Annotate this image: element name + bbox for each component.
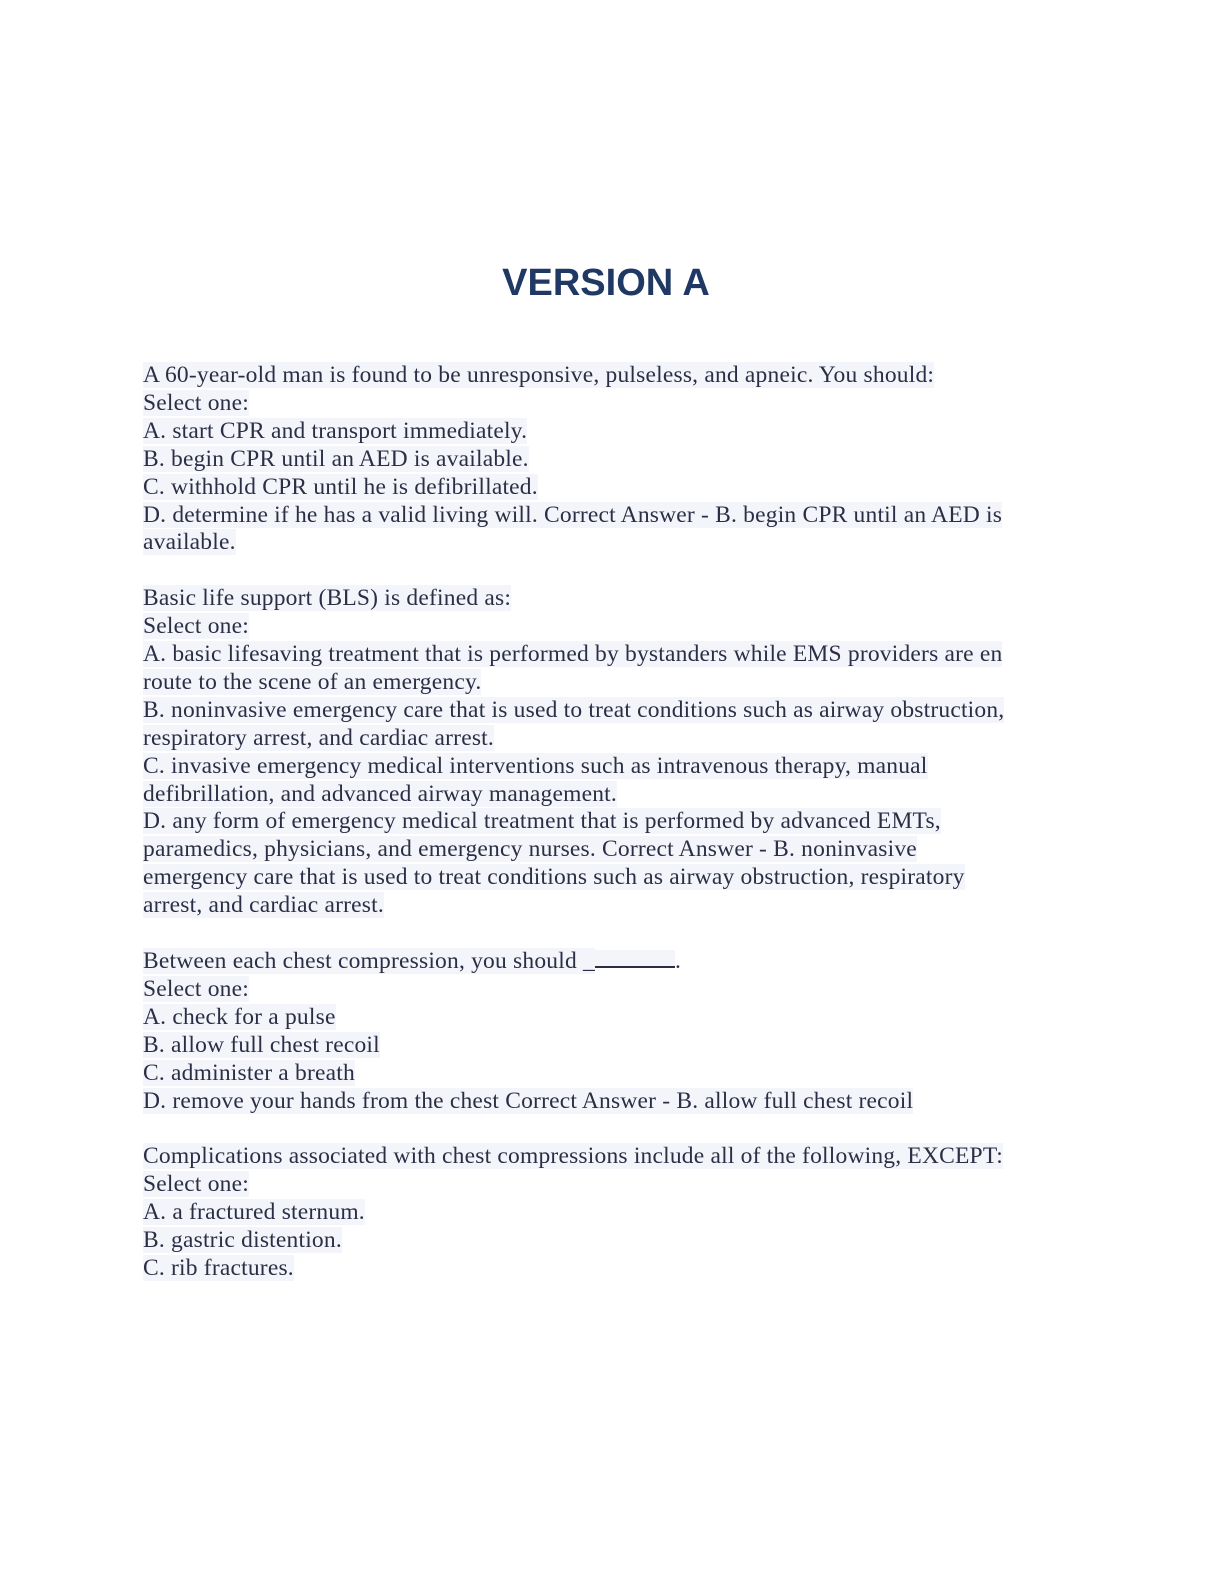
line-text: arrest, and cardiac arrest. [143,892,384,919]
line-text: Complications associated with chest compressions include all of the following, EXCEPT: [143,1143,1003,1170]
line-text: B. begin CPR until an AED is available. [143,445,529,472]
line-text: C. rib fractures. [143,1254,294,1281]
answer-line [143,1004,1063,1032]
line-text: B. noninvasive emergency care that is used to treat conditions such as airway obstruction, [143,696,1005,723]
answer-line [143,529,1063,557]
line-text: A 60-year-old man is found to be unresponsive, pulseless, and apneic. You should: [143,362,935,388]
answer-line [143,781,1063,809]
answer-line [143,474,1063,502]
answer-line [143,502,1063,530]
answer-line [143,808,1063,836]
line-text: D. determine if he has a valid living will. Correct Answer - B. begin CPR until an AED is [143,501,1003,528]
line-text: C. invasive emergency medical interventions such as intravenous therapy, manual [143,752,928,779]
question-3 [143,948,1063,1115]
line-text: Between each chest compression, you should _ [143,948,595,974]
page-title: VERSION A [502,262,710,304]
line-text: A. check for a pulse [143,1003,336,1030]
line-text: D. remove your hands from the chest Correct Answer - B. allow full chest recoil [143,1087,914,1114]
line-text: Select one: [143,389,249,416]
line-text: available. [143,529,236,556]
answer-line [143,725,1063,753]
answer-line [143,641,1063,669]
question-stem [143,1143,1063,1171]
line-text: Basic life support (BLS) is defined as: [143,585,512,612]
answer-line [143,753,1063,781]
line-text: Select one: [143,975,249,1002]
line-text: C. administer a breath [143,1059,355,1086]
answer-line [143,1227,1063,1255]
question-list [143,362,1063,1311]
answer-line [143,836,1063,864]
answer-line [143,892,1063,920]
line-text: Select one: [143,1171,249,1198]
line-text: respiratory arrest, and cardiac arrest. [143,724,494,751]
answer-line [143,1088,1063,1116]
answer-line [143,446,1063,474]
answer-line [143,1199,1063,1227]
select-one-label [143,390,1063,418]
blank-suffix: . [674,948,682,974]
line-text: B. gastric distention. [143,1227,342,1254]
line-text: defibrillation, and advanced airway management. [143,780,617,807]
fill-in-blank [595,950,675,968]
answer-line [143,669,1063,697]
select-one-label [143,976,1063,1004]
answer-line [143,1032,1063,1060]
line-text: Select one: [143,613,249,640]
line-text: A. basic lifesaving treatment that is performed by bystanders while EMS providers are en [143,641,1003,668]
select-one-label [143,613,1063,641]
line-text: paramedics, physicians, and emergency nurses. Correct Answer - B. noninvasive [143,836,917,863]
answer-line [143,1060,1063,1088]
line-text: A. a fractured sternum. [143,1199,365,1226]
line-text: D. any form of emergency medical treatment that is performed by advanced EMTs, [143,808,941,835]
question-stem [143,948,1063,976]
answer-line [143,864,1063,892]
answer-line [143,697,1063,725]
question-2 [143,585,1063,920]
line-text: A. start CPR and transport immediately. [143,417,528,444]
question-4 [143,1143,1063,1283]
question-stem [143,362,1063,390]
line-text: route to the scene of an emergency. [143,668,482,695]
question-stem [143,585,1063,613]
answer-line [143,418,1063,446]
line-text: emergency care that is used to treat conditions such as airway obstruction, respiratory [143,864,965,891]
question-1 [143,362,1063,557]
line-text: B. allow full chest recoil [143,1031,380,1058]
line-text: C. withhold CPR until he is defibrillated. [143,473,538,500]
answer-line [143,1255,1063,1283]
select-one-label [143,1171,1063,1199]
